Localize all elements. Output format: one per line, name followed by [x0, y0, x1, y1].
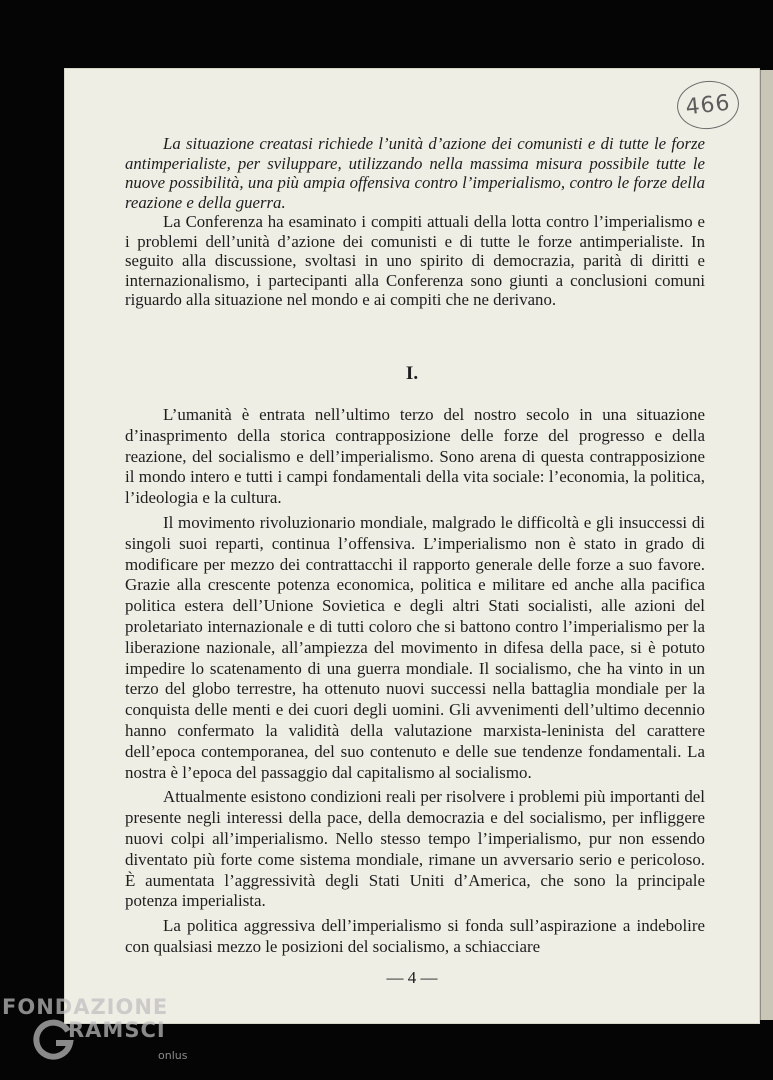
body-paragraph: L’umanità è entrata nell’ultimo terzo del nostro secolo in una situazione d’inasprimento della storica contrapposizione delle forze del progresso e della reazione, del socialismo e dell’imperialismo. Sono arena di questa contrapposizione il mondo intero e tutti i campi fondamentali della vita sociale: l’economia, la politica, l’ideologia e la cultura.	[125, 405, 705, 508]
watermark-line1: FONDAZIONE	[2, 995, 169, 1019]
body-paragraph: Attualmente esistono condizioni reali per risolvere i problemi più importanti del presente negli interessi della pace, della democrazia e del socialismo, per infliggere nuovi colpi all’imperialismo. Nello stesso tempo l’imperialismo, pur non essendo diventato più forte come sistema mondiale, rimane un avversario serio e pericoloso. È aumentata l’aggressività degli Stati Uniti d’America, che sono la principale potenza imperialista.	[125, 787, 705, 911]
intro-paragraph: La Conferenza ha esaminato i compiti attuali della lotta contro l’imperialismo e i problemi dell’unità d’azione dei comunisti e di tutte le forze antimperialiste. In seguito alla discussione, svoltasi in uno spirito di democrazia, parità di diritti e internazionalismo, i partecipanti alla Conferenza sono giunti a conclusioni comuni riguardo alla situazione nel mondo e ai compiti che ne derivano.	[125, 212, 705, 309]
fondazione-gramsci-watermark	[2, 993, 202, 1078]
section-body	[125, 405, 705, 958]
book-spine-edge	[760, 70, 773, 1020]
handwritten-folio-number: 466	[675, 78, 742, 132]
document-page	[64, 68, 760, 1024]
body-paragraph: Il movimento rivoluzionario mondiale, malgrado le difficoltà e gli insuccessi di singoli suoi reparti, continua l’offensiva. L’imperialismo non è stato in grado di modificare per mezzo dei contrattacchi il rapporto generale delle forze a suo favore. Grazie alla crescente potenza economica, politica e militare ed anche alla pacifica politica estera dell’Unione Sovietica e degli altri Stati socialisti, alle azioni del proletariato internazionale e di tutti coloro che si battono contro l’imperialismo per la liberazione nazionale, all’ampiezza del movimento in difesa della pace, si è potuto impedire lo scatenamento di una guerra mondiale. Il socialismo, che ha vinto in un terzo del globo terrestre, ha ottenuto nuovi successi nella battaglia mondiale per la conquista delle menti e dei cuori degli uomini. Gli avvenimenti dell’ultimo decennio hanno confermato la validità della valutazione marxista-leninista del carattere dell’epoca contemporanea, del suo contenuto e delle sue tendenze fondamentali. La nostra è l’epoca del passaggio dal capitalismo al socialismo.	[125, 512, 705, 782]
page-number: — 4 —	[386, 968, 438, 987]
intro-block	[125, 134, 705, 310]
intro-italic-paragraph: La situazione creatasi richiede l’unità d’azione dei comunisti e di tutte le forze antimperialiste, per sviluppare, utilizzando nella massima misura possibile tutte le nuove possibilità, una più ampia offensiva contro l’imperialismo, contro le forze della reazione e della guerra.	[125, 134, 705, 212]
section-heading: I.	[405, 363, 419, 384]
watermark-line2: RAMSCI	[68, 1018, 166, 1042]
body-paragraph: La politica aggressiva dell’imperialismo si fonda sull’aspirazione a indebolire con qualsiasi mezzo le posizioni del socialismo, a schiacciare	[125, 916, 705, 956]
watermark-line3: onlus	[158, 1049, 188, 1062]
